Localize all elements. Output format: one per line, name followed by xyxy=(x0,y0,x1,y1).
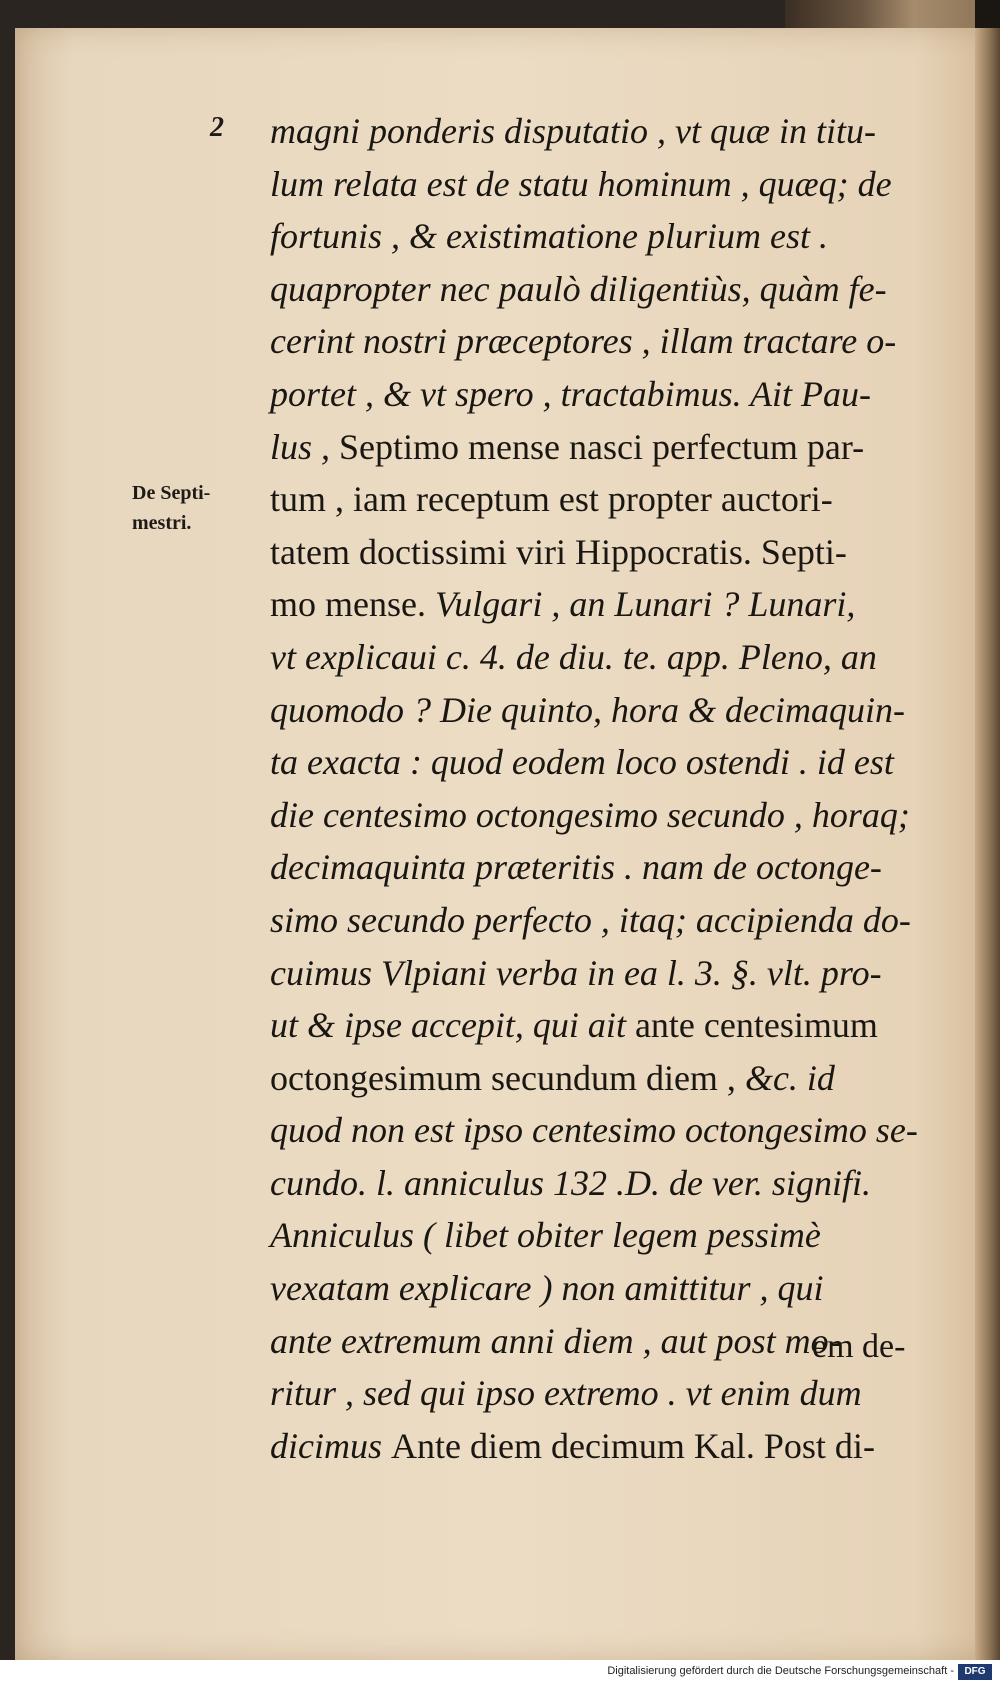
text-segment: Ante diem decimum Kal. Post di- xyxy=(391,1425,875,1466)
dfg-logo: DFG xyxy=(958,1664,992,1680)
text-segment: vexatam explicare ) non amittitur , qui xyxy=(270,1268,824,1309)
text-segment: portet , & vt spero , tractabimus. Ait Pau- xyxy=(270,373,871,414)
text-segment: quod non est ipso centesimo octongesimo se- xyxy=(270,1110,918,1151)
text-line xyxy=(270,841,940,894)
text-line xyxy=(270,210,940,263)
text-line xyxy=(270,158,940,211)
text-line xyxy=(270,1157,940,1210)
page-edge xyxy=(975,0,1000,1660)
text-segment: Vulgari , an Lunari ? Lunari, xyxy=(434,584,856,625)
text-segment: ante extremum anni diem , aut post mo- xyxy=(270,1320,841,1361)
text-segment: octongesimum secundum diem , xyxy=(270,1057,745,1098)
text-line xyxy=(270,263,940,316)
text-segment: cundo. l. anniculus 132 .D. de ver. signifi. xyxy=(270,1162,871,1203)
text-line xyxy=(270,105,940,158)
catchword: em de- xyxy=(812,1328,906,1365)
text-line xyxy=(270,1262,940,1315)
text-segment: quapropter nec paulò diligentiùs, quàm fe- xyxy=(270,268,887,309)
text-line xyxy=(270,894,940,947)
text-segment: tatem doctissimi viri Hippocratis. Septi- xyxy=(270,531,847,572)
text-line xyxy=(270,578,940,631)
text-segment: lus , xyxy=(270,426,340,467)
text-segment: simo secundo perfecto , itaq; accipienda do- xyxy=(270,899,911,940)
text-segment: vt explicaui c. 4. de diu. te. app. Pleno, an xyxy=(270,636,877,677)
text-line xyxy=(270,631,940,684)
text-line xyxy=(270,1209,940,1262)
text-line xyxy=(270,421,940,474)
marginal-note-line: De Septi- xyxy=(132,482,211,504)
text-segment: ante centesimum xyxy=(634,1005,878,1046)
text-segment: quomodo ? Die quinto, hora & decimaquin- xyxy=(270,689,905,730)
text-segment: ritur , sed qui ipso extremo . vt enim dum xyxy=(270,1373,862,1414)
digitization-credit: Digitalisierung gefördert durch die Deutsche Forschungsgemeinschaft - xyxy=(607,1665,954,1677)
binding-tab xyxy=(975,0,1000,28)
text-segment: mo mense. xyxy=(270,584,435,625)
page-number: 2 xyxy=(210,112,224,143)
text-line xyxy=(270,1420,940,1473)
text-line xyxy=(270,368,940,421)
text-segment: cerint nostri præceptores , illam tractare o- xyxy=(270,321,897,362)
text-segment: ta exacta : quod eodem loco ostendi . id est xyxy=(270,742,894,783)
text-line xyxy=(270,1052,940,1105)
text-line xyxy=(270,736,940,789)
text-segment: ut & ipse accepit, qui ait xyxy=(270,1005,635,1046)
text-line xyxy=(270,526,940,579)
text-segment: magni ponderis disputatio , vt quæ in titu- xyxy=(270,111,877,151)
text-segment: cuimus Vlpiani verba in ea l. 3. §. vlt. pro- xyxy=(270,952,882,993)
text-line xyxy=(270,315,940,368)
text-segment: die centesimo octongesimo secundo , horaq; xyxy=(270,794,910,835)
text-line xyxy=(270,947,940,1000)
marginal-note-line: mestri. xyxy=(132,512,192,534)
text-segment: decimaquinta præteritis . nam de octonge- xyxy=(270,847,882,888)
text-line xyxy=(270,1104,940,1157)
marginal-note xyxy=(132,478,252,538)
text-segment: tum , iam receptum est propter auctori- xyxy=(270,479,833,520)
text-segment: lum relata est de statu hominum , quæq; de xyxy=(270,163,892,204)
text-segment: &c. id xyxy=(744,1057,835,1098)
text-line xyxy=(270,789,940,842)
text-segment: Septimo mense nasci perfectum par- xyxy=(339,426,865,467)
text-line xyxy=(270,684,940,737)
text-line xyxy=(270,999,940,1052)
text-line xyxy=(270,473,940,526)
text-line xyxy=(270,1367,940,1420)
text-segment: Anniculus ( libet obiter legem pessimè xyxy=(270,1215,821,1256)
body-text xyxy=(270,105,940,1472)
text-segment: dicimus xyxy=(270,1425,391,1466)
text-segment: fortunis , & existimatione plurium est . xyxy=(270,216,828,257)
